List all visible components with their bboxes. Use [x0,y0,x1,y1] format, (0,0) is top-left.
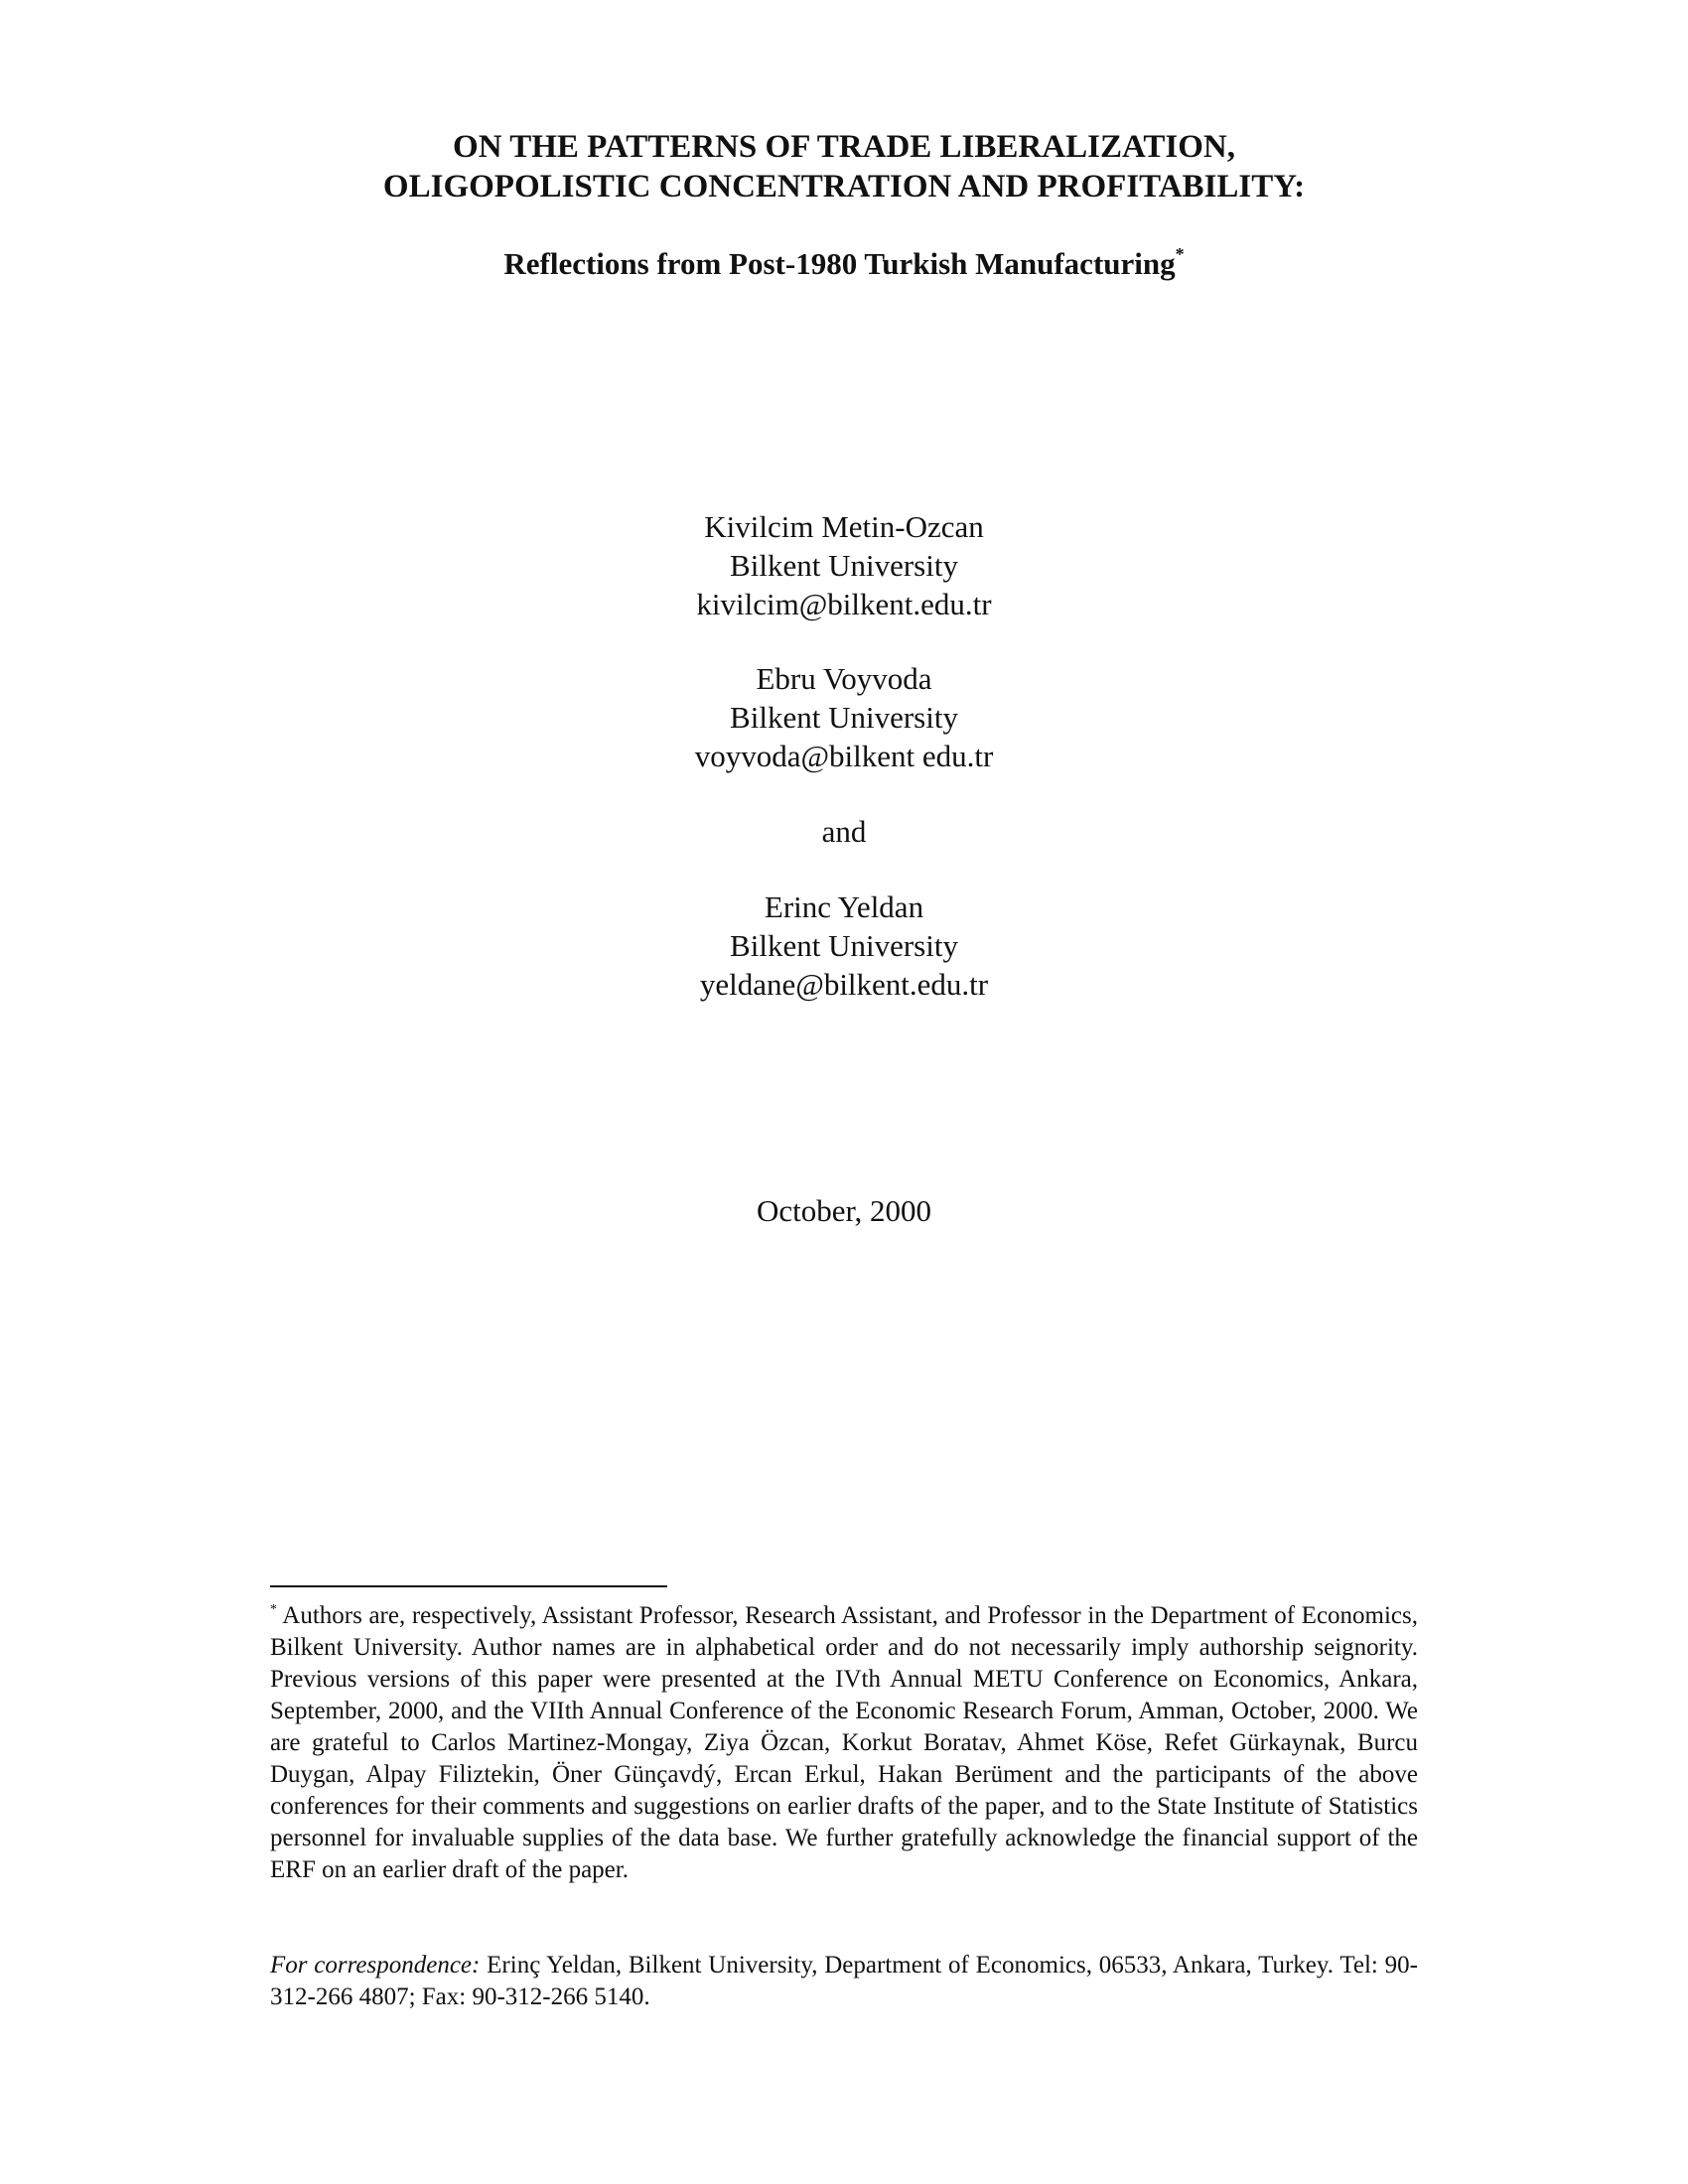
author-name: Erinc Yeldan [764,889,924,924]
author-email: kivilcim@bilkent.edu.tr [696,587,992,621]
paper-date: October, 2000 [756,1193,932,1228]
footnote-text: Authors are, respectively, Assistant Professor, Research Assistant, and Professor in the Department of Economics, Bilkent University. Author names are in alphabetical order and do not necessarily imply authorship seignority. Previous versions of this paper were presented at the IVth Annual METU Conference on Economics, Ankara, September, 2000, and the VIIth Annual Conference of the Economic Research Forum, Amman, October, 2000. We are grateful to Carlos Martinez-Mongay, Ziya Özcan, Korkut Boratav, Ahmet Köse, Refet Gürkaynak, Burcu Duygan, Alpay Filiztekin, Öner Günçavdý, Ercan Erkul, Hakan Berüment and the participants of the above conferences for their comments and suggestions on earlier drafts of the paper, and to the State Institute of Statistics personnel for invaluable supplies of the data base. We further gratefully acknowledge the financial support of the ERF on an earlier draft of the paper. [270,1602,1419,1883]
author-name: Kivilcim Metin-Ozcan [704,509,984,544]
footnote-marker: * [270,1602,277,1617]
correspondence-label: For correspondence: [270,1952,481,1979]
paper-subtitle-text: Reflections from Post-1980 Turkish Manufacturing [503,246,1176,281]
correspondence-note [270,1950,1418,2013]
footnote [270,1600,1418,1886]
paper-subtitle [0,244,1688,284]
footnote-marker: * [1175,244,1185,264]
author-email: yeldane@bilkent.edu.tr [699,967,989,1002]
paper-title-line-1: ON THE PATTERNS OF TRADE LIBERALIZATION, [453,129,1235,165]
author-affiliation: Bilkent University [730,700,958,735]
paper-title [0,127,1688,206]
correspondence-text: Erinç Yeldan, Bilkent University, Department of Economics, 06533, Ankara, Turkey. Tel: 90-312-266 4807; Fax: 90-312-266 5140. [270,1952,1418,2010]
paper-title-line-2: OLIGOPOLISTIC CONCENTRATION AND PROFITABILITY: [382,169,1306,205]
author-block-2 [0,659,1688,775]
author-affiliation: Bilkent University [730,928,958,963]
author-block-1 [0,507,1688,623]
footnote-divider [270,1585,667,1587]
author-email: voyvoda@bilkent edu.tr [694,739,994,773]
author-affiliation: Bilkent University [730,548,958,583]
author-conjunction: and [821,814,867,849]
author-name: Ebru Voyvoda [756,661,932,696]
author-block-3 [0,887,1688,1004]
